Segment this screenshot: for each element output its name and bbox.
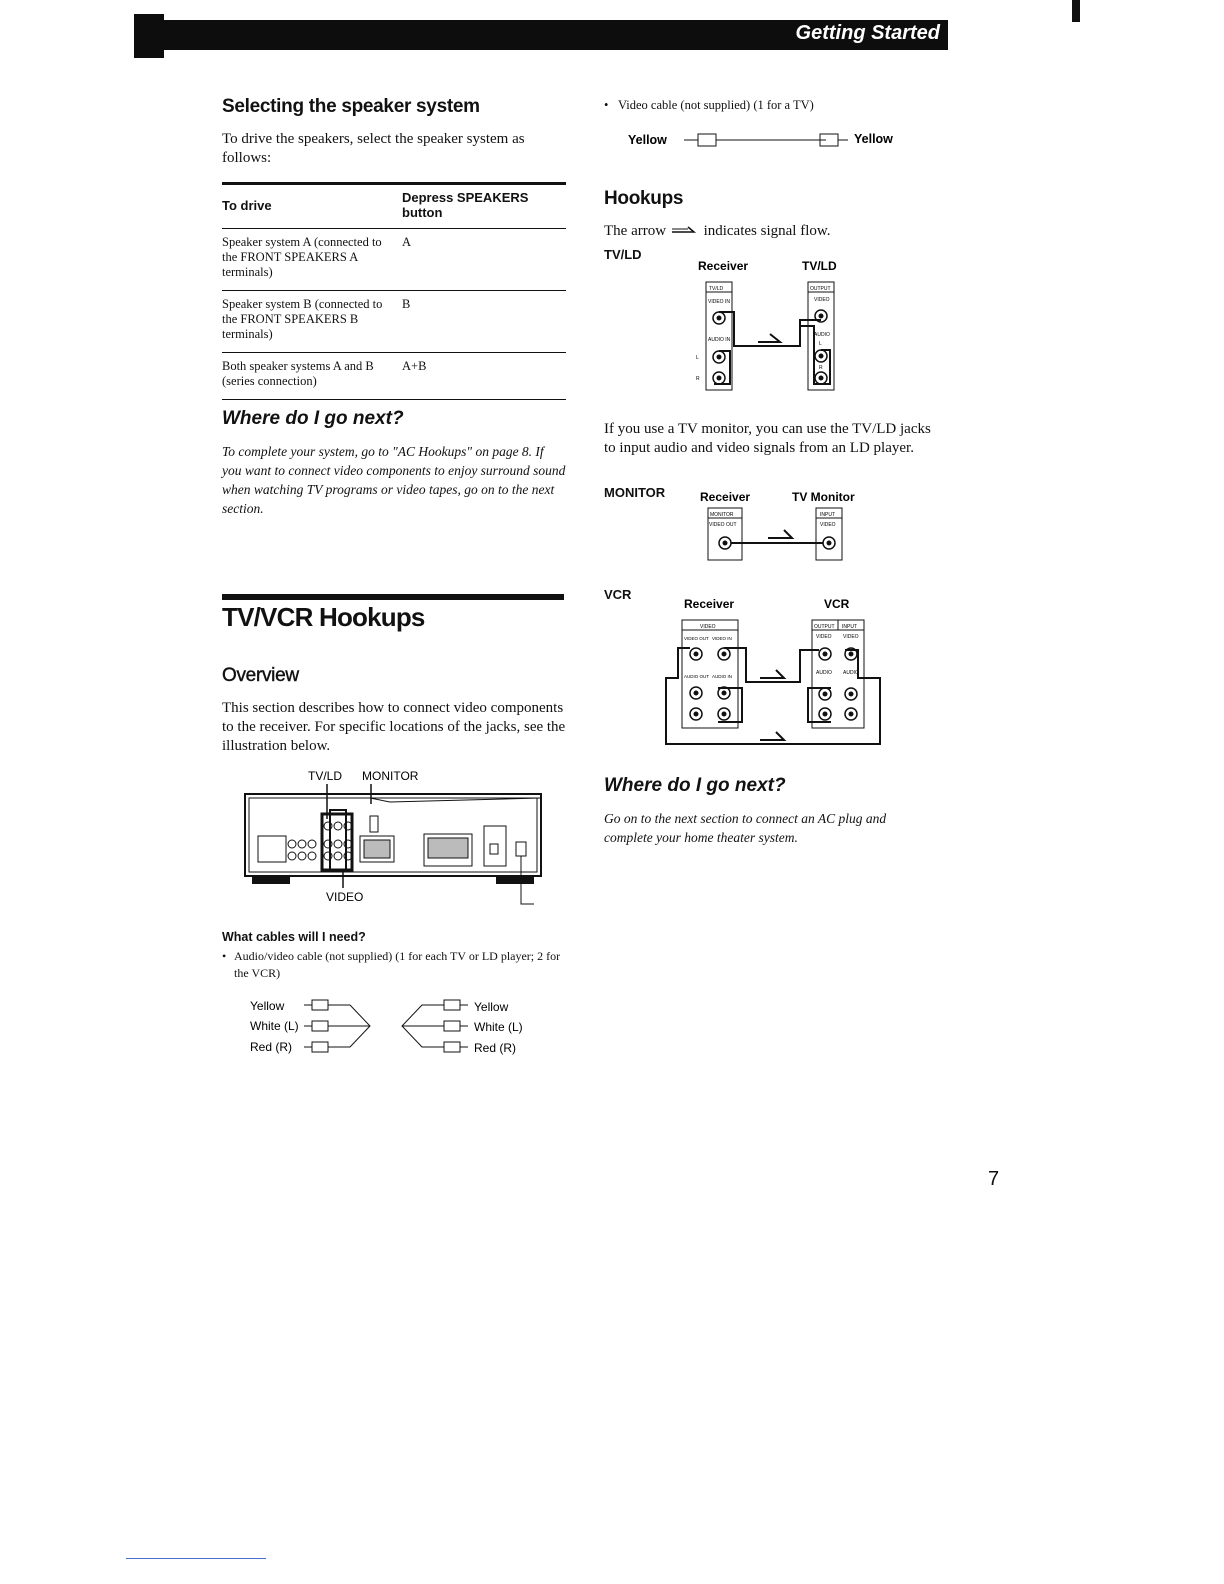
plug-red-right: Red (R) <box>474 1041 517 1055</box>
cables-item <box>222 948 566 982</box>
col-to-drive: To drive <box>222 184 402 229</box>
tvld-diagram <box>690 256 860 396</box>
video-plug-right: Yellow <box>854 132 893 146</box>
vcr-jack-input: INPUT <box>842 624 857 630</box>
overview-heading: Overview <box>222 665 299 686</box>
table-row <box>222 353 566 400</box>
vcr-jack-video-out: VIDEO OUT <box>684 636 709 641</box>
vcr-jack-video-i: VIDEO <box>843 634 859 640</box>
speaker-table <box>222 182 566 400</box>
monitor-diagram <box>698 486 868 566</box>
plug-red-left: Red (R) <box>250 1040 293 1054</box>
vcr-receiver-label: Receiver <box>684 597 735 611</box>
label-monitor: MONITOR <box>362 769 419 783</box>
next-section-2 <box>604 775 934 847</box>
row-drive: Speaker system A (connected to the FRONT SPEAKERS A terminals) <box>222 229 402 291</box>
section-rule <box>222 594 564 600</box>
plug-yellow-right: Yellow <box>474 1000 509 1014</box>
col-depress: Depress SPEAKERS button <box>402 184 566 229</box>
jack-input: INPUT <box>820 512 835 518</box>
vcr-jack-audio-o: AUDIO <box>816 670 832 676</box>
jack-r: R <box>696 376 700 382</box>
tvld-note: If you use a TV monitor, you can use the TV/LD jacks to input audio and video signals from an LD player. <box>604 421 931 456</box>
vcr-jack-video-in: VIDEO IN <box>712 636 732 641</box>
next-heading-1: Where do I go next? <box>222 408 404 429</box>
cables-heading: What cables will I need? <box>222 930 366 944</box>
arrow-note-pre: The arrow <box>604 223 667 239</box>
header-title: Getting Started <box>795 22 940 44</box>
cables-item-text: Audio/video cable (not supplied) (1 for each TV or LD player; 2 for the VCR) <box>234 949 561 980</box>
label-tvld: TV/LD <box>308 769 343 783</box>
jack-output: OUTPUT <box>810 286 831 292</box>
speaker-intro: To drive the speakers, select the speaker system as follows: <box>222 131 525 166</box>
vcr-section-label: VCR <box>604 587 632 602</box>
jack-l2: L <box>819 341 822 347</box>
jack-video: VIDEO <box>814 297 830 303</box>
table-row <box>222 229 566 291</box>
jack-r2: R <box>819 365 823 371</box>
speaker-heading: Selecting the speaker system <box>222 96 480 117</box>
header-bar <box>138 20 948 50</box>
tvld-device-label: TV/LD <box>802 259 837 273</box>
vcr-jack-audio-in: AUDIO IN <box>712 674 733 679</box>
jack-monitor: MONITOR <box>710 512 734 518</box>
page-number: 7 <box>988 1168 1000 1190</box>
jack-l: L <box>696 355 699 361</box>
bullet: • <box>604 98 609 112</box>
arrow-note <box>604 222 944 241</box>
receiver-rear-panel <box>240 764 550 914</box>
jack-video-monitor: VIDEO <box>820 522 836 528</box>
jack-tvld: TV/LD <box>709 286 724 292</box>
speaker-section <box>222 96 566 400</box>
jack-video-out: VIDEO OUT <box>709 522 737 528</box>
row-button: A+B <box>402 353 566 400</box>
vcr-diagram <box>660 594 890 750</box>
arrow-note-post: indicates signal flow. <box>703 223 831 239</box>
cables-section <box>222 930 566 982</box>
row-drive: Speaker system B (connected to the FRONT SPEAKERS B terminals) <box>222 291 402 353</box>
next-heading-2: Where do I go next? <box>604 775 786 796</box>
plug-white-left: White (L) <box>250 1019 299 1033</box>
row-button: A <box>402 229 566 291</box>
jack-audio: AUDIO <box>814 332 830 338</box>
video-cable-illustration <box>626 126 916 156</box>
tvvcr-heading: TV/VCR Hookups <box>222 602 425 632</box>
vcr-jack-video-o: VIDEO <box>816 634 832 640</box>
hookups-heading: Hookups <box>604 188 684 209</box>
label-video: VIDEO <box>326 890 364 904</box>
plug-yellow-left: Yellow <box>250 999 285 1013</box>
video-cable-text: Video cable (not supplied) (1 for a TV) <box>618 98 814 112</box>
tvld-section-label: TV/LD <box>604 247 642 262</box>
row-drive: Both speaker systems A and B (series connection) <box>222 353 402 400</box>
tvld-receiver-label: Receiver <box>698 259 749 273</box>
vcr-device-label: VCR <box>824 597 850 611</box>
vcr-jack-output: OUTPUT <box>814 624 835 630</box>
hookups-section <box>604 188 944 241</box>
vcr-jack-audio-out: AUDIO OUT <box>684 674 710 679</box>
corner-mark <box>1072 0 1080 22</box>
video-cable-item <box>604 98 948 113</box>
next-text-2: Go on to the next section to connect an AC plug and complete your home theater system. <box>604 811 887 845</box>
overview-text: This section describes how to connect video components to the receiver. For specific locations of the jacks, see the illustration below. <box>222 700 566 754</box>
monitor-device-label: TV Monitor <box>792 490 855 504</box>
plug-white-right: White (L) <box>474 1020 523 1034</box>
bullet: • <box>222 949 227 963</box>
row-button: B <box>402 291 566 353</box>
monitor-receiver-label: Receiver <box>700 490 751 504</box>
jack-video-in: VIDEO IN <box>708 299 730 305</box>
next-section-1 <box>222 408 566 518</box>
vcr-jack-audio-i: AUDIO <box>843 670 859 676</box>
signal-arrow-icon <box>670 225 700 235</box>
next-text-1: To complete your system, go to "AC Hookups" on page 8. If you want to connect video components to enjoy surround sound when watching TV programs or video tapes, go on to the next section. <box>222 444 566 516</box>
table-row <box>222 291 566 353</box>
monitor-section-label: MONITOR <box>604 485 666 500</box>
av-cable-illustration <box>246 994 536 1060</box>
vcr-jack-video: VIDEO <box>700 624 716 630</box>
jack-audio-in: AUDIO IN <box>708 337 731 343</box>
footer-line <box>126 1558 266 1559</box>
tvvcr-section <box>222 602 566 756</box>
video-plug-left: Yellow <box>628 133 667 147</box>
